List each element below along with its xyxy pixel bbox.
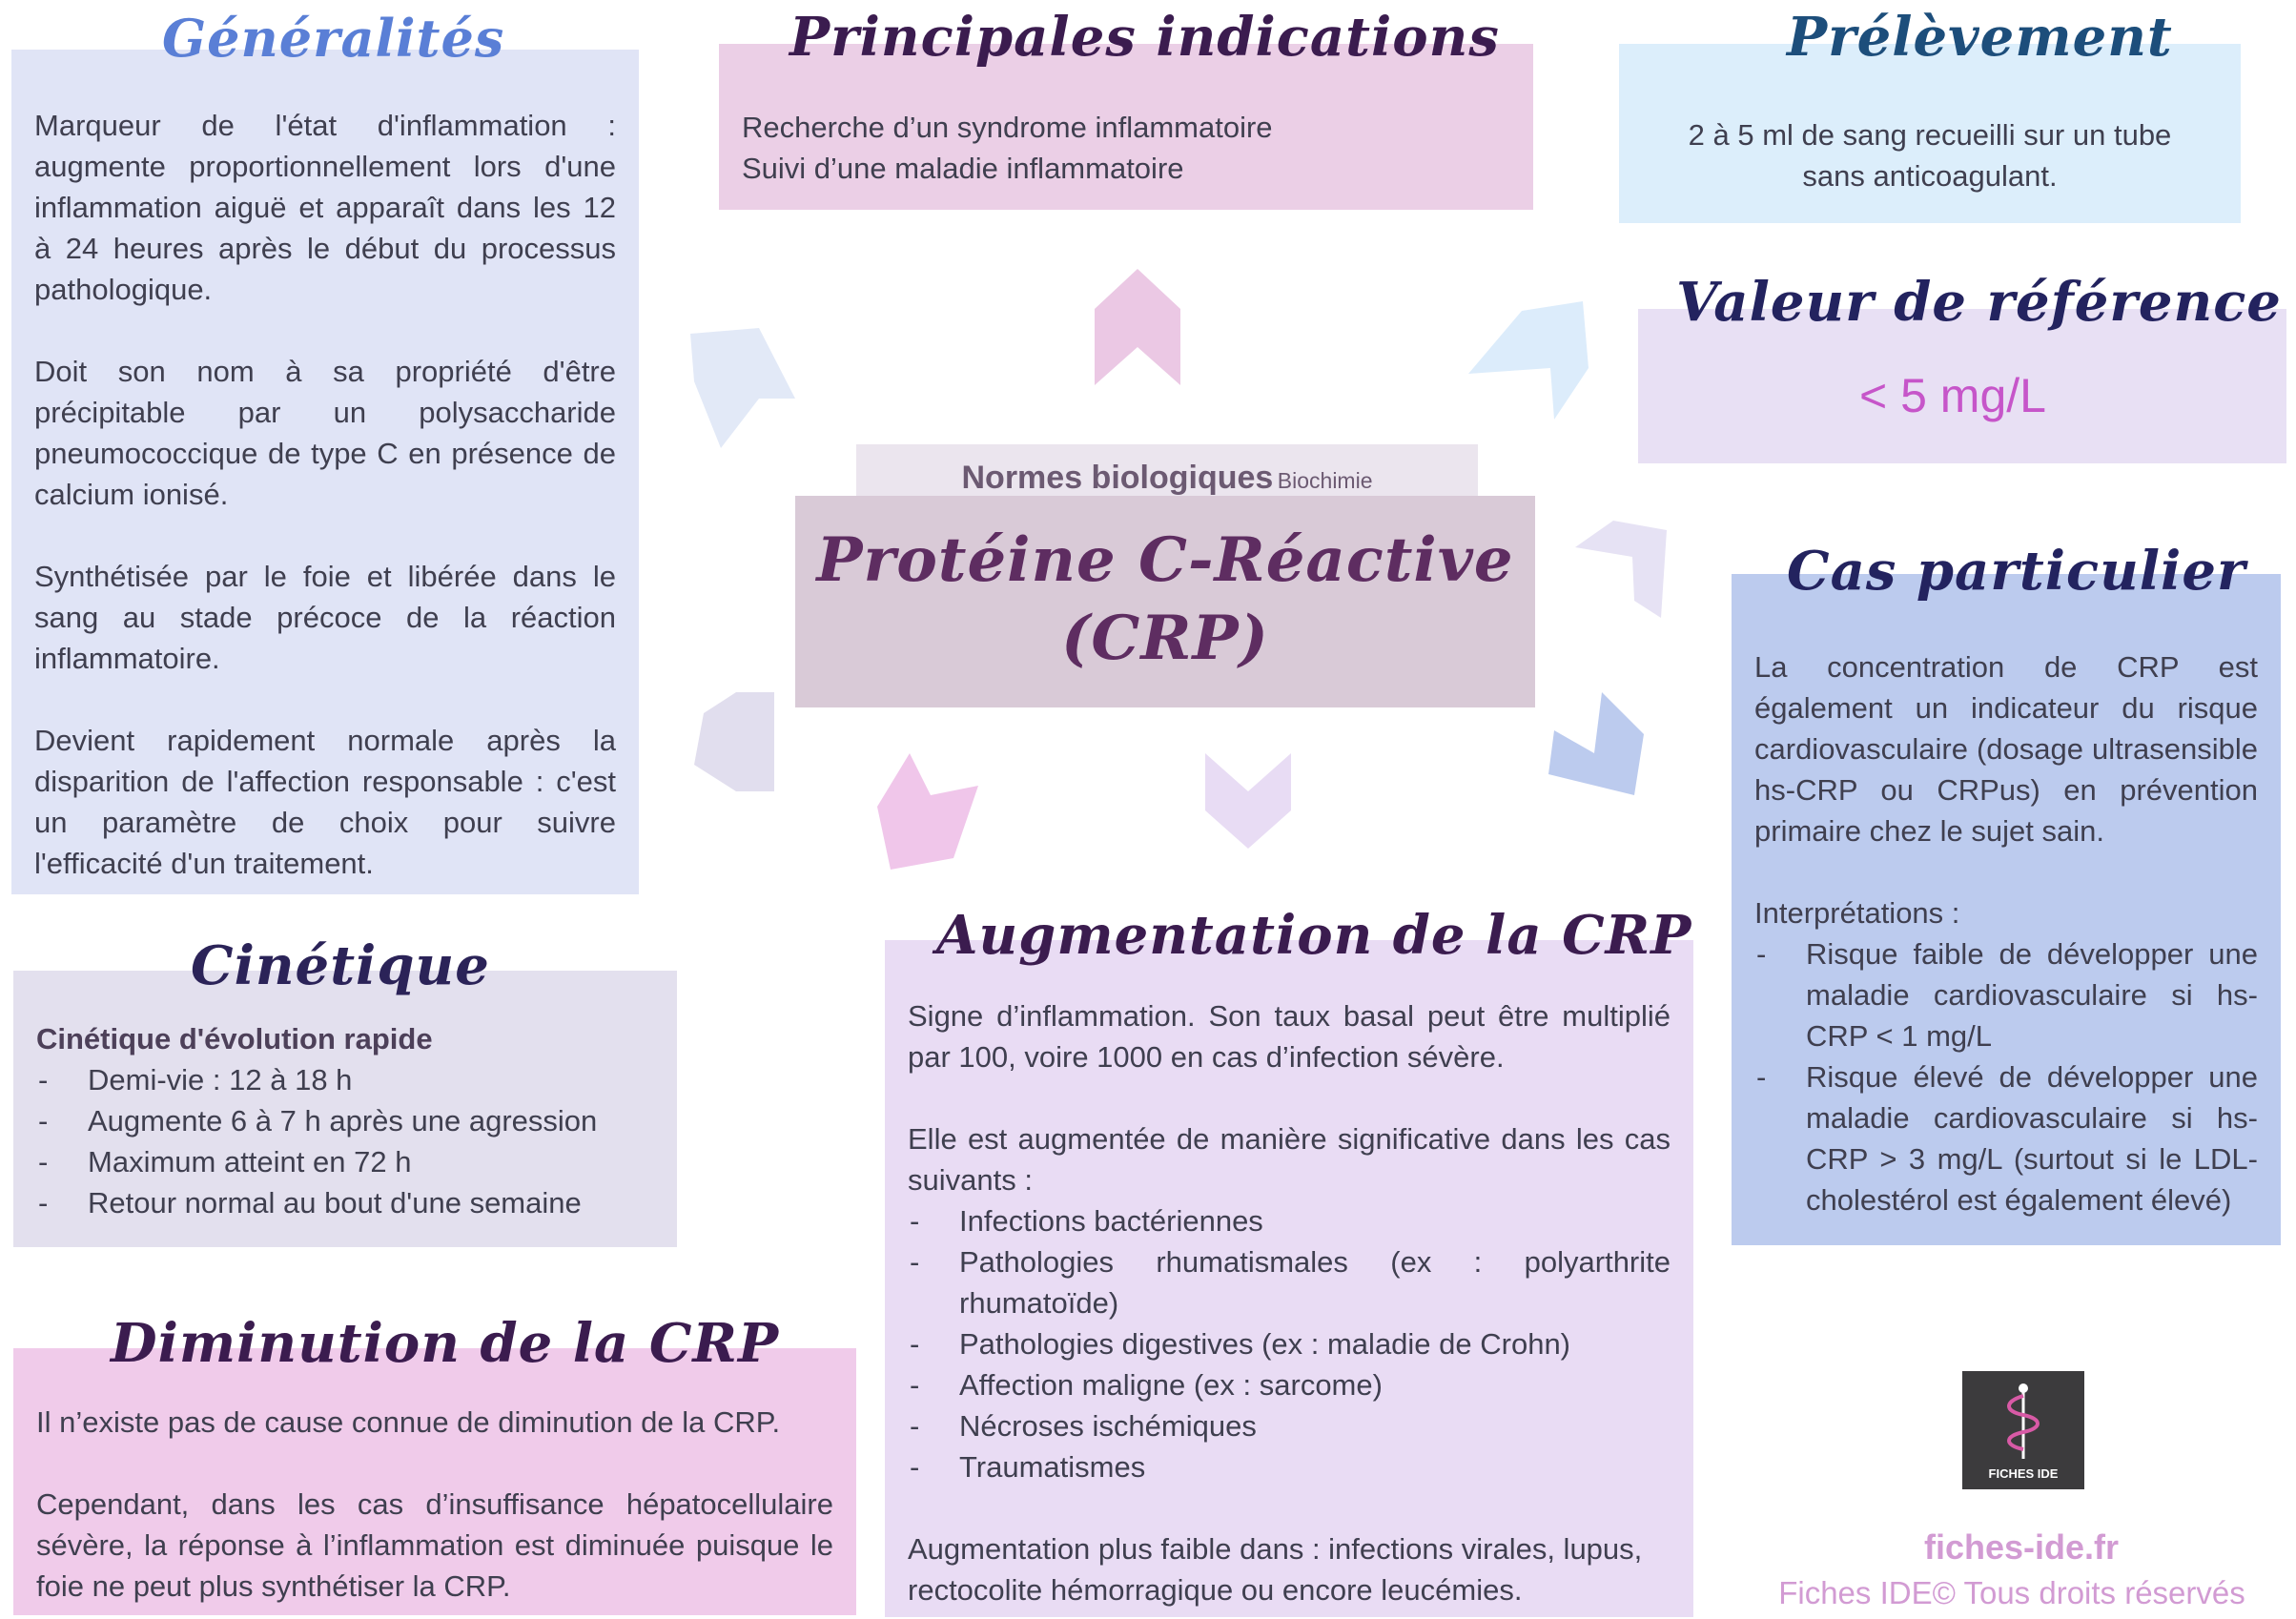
caduceus-icon	[1995, 1381, 2052, 1461]
footer-site-link[interactable]: fiches-ide.fr	[1923, 1527, 2120, 1567]
generalites-text	[34, 105, 616, 884]
center-header-main: Normes biologiques	[961, 460, 1274, 496]
list-item: - Demi-vie : 12 à 18 h	[36, 1059, 654, 1100]
generalites-title: Généralités	[162, 8, 505, 69]
augmentation-title: Augmentation de la CRP	[936, 904, 1692, 967]
cas-interpretations-list	[1754, 933, 2258, 1220]
indications-text	[742, 107, 1512, 189]
cinetique-title: Cinétique	[191, 934, 490, 997]
indications-panel	[719, 44, 1533, 210]
center-title-line-2: (CRP)	[1061, 603, 1269, 674]
footer-copyright: Fiches IDE© Tous droits réservés	[1778, 1575, 2245, 1610]
cas-text	[1754, 646, 2258, 1220]
cinetique-subtitle: Cinétique d'évolution rapide	[36, 1022, 433, 1055]
fiches-ide-logo	[1962, 1371, 2084, 1489]
list-item: - Retour normal au bout d'une semaine	[36, 1182, 654, 1223]
list-item: - Affection maligne (ex : sarcome)	[908, 1364, 1671, 1405]
generalites-paragraph-1: Marqueur de l'état d'inflammation : augmente proportionnellement lors d'une inflammation aiguë et apparaît dans les 12 à 24 heures après le début du processus pathologique.	[34, 109, 616, 306]
indications-line-2: Suivi d’une maladie inflammatoire	[742, 152, 1184, 185]
augmentation-text	[908, 995, 1671, 1610]
logo-label: FICHES IDE	[1988, 1466, 2059, 1481]
arrow-down-right-icon	[1548, 692, 1648, 801]
augmentation-panel	[885, 940, 1693, 1617]
center-title-line-1: Protéine C-Réactive	[816, 524, 1514, 596]
cas-panel	[1732, 574, 2281, 1245]
generalites-paragraph-4: Devient rapidement normale après la disparition de l'affection responsable : c'est un paramètre de choix pour suivre l'efficacité d'un traitement.	[34, 724, 616, 880]
valeur-title: Valeur de référence	[1676, 271, 2282, 334]
list-item: - Augmente 6 à 7 h après une agression	[36, 1100, 654, 1141]
cinetique-list	[36, 1059, 654, 1223]
generalites-panel	[11, 50, 639, 894]
cas-paragraph-1: La concentration de CRP est également un indicateur du risque cardiovasculaire (dosage ultrasensible hs-CRP ou CRPus) en prévention primaire chez le sujet sain.	[1754, 650, 2258, 848]
indications-title: Principales indications	[789, 6, 1500, 69]
cas-title: Cas particulier	[1787, 540, 2246, 603]
valeur-value: < 5 mg/L	[1859, 369, 2046, 422]
arrow-up-right-icon	[1468, 301, 1592, 423]
list-item: - Maximum atteint en 72 h	[36, 1141, 654, 1182]
augmentation-paragraph-1: Signe d’inflammation. Son taux basal peut être multiplié par 100, voire 1000 en cas d’infection sévère.	[908, 999, 1671, 1074]
center-title-panel	[795, 496, 1535, 707]
prelevement-title: Prélèvement	[1787, 6, 2173, 69]
arrow-left-icon	[694, 692, 774, 791]
indications-line-1: Recherche d’un syndrome inflammatoire	[742, 111, 1273, 144]
list-item: - Infections bactériennes	[908, 1200, 1671, 1241]
generalites-paragraph-3: Synthétisée par le foie et libérée dans le sang au stade précoce de la réaction inflammatoire.	[34, 560, 616, 675]
center-header-sub: Biochimie	[1277, 468, 1373, 493]
prelevement-text: 2 à 5 ml de sang recueilli sur un tube sans anticoagulant.	[1688, 118, 2172, 193]
list-item: - Risque faible de développer une maladie cardiovasculaire si hs-CRP < 1 mg/L	[1754, 933, 2258, 1056]
diminution-paragraph-1: Il n’existe pas de cause connue de diminution de la CRP.	[36, 1405, 781, 1439]
cas-interpretations-label: Interprétations :	[1754, 896, 1960, 930]
prelevement-panel	[1619, 44, 2241, 223]
list-item: - Traumatismes	[908, 1446, 1671, 1487]
arrow-up-left-icon	[683, 324, 797, 448]
arrow-down-icon	[1205, 753, 1291, 849]
cinetique-text	[36, 1018, 654, 1223]
arrow-up-icon	[1095, 269, 1180, 385]
diminution-panel	[13, 1348, 856, 1615]
cinetique-panel	[13, 971, 677, 1247]
generalites-paragraph-2: Doit son nom à sa propriété d'être précipitable par un polysaccharide pneumococcique de type C en présence de calcium ionisé.	[34, 355, 616, 511]
augmentation-paragraph-2: Elle est augmentée de manière significative dans les cas suivants :	[908, 1122, 1671, 1197]
augmentation-paragraph-3: Augmentation plus faible dans : infections virales, lupus, rectocolite hémorragique ou encore leucémies.	[908, 1532, 1643, 1607]
diminution-text	[36, 1402, 833, 1607]
list-item: - Pathologies digestives (ex : maladie de Crohn)	[908, 1323, 1671, 1364]
list-item: - Pathologies rhumatismales (ex : polyarthrite rhumatoïde)	[908, 1241, 1671, 1323]
diminution-paragraph-2: Cependant, dans les cas d’insuffisance hépatocellulaire sévère, la réponse à l’inflammation est diminuée puisque le foie ne peut plus synthétiser la CRP.	[36, 1487, 833, 1603]
diminution-title: Diminution de la CRP	[111, 1312, 780, 1375]
arrow-down-left-icon	[877, 753, 978, 870]
augmentation-list	[908, 1200, 1671, 1487]
list-item: - Nécroses ischémiques	[908, 1405, 1671, 1446]
arrow-right-icon	[1575, 521, 1667, 620]
list-item: - Risque élevé de développer une maladie cardiovasculaire si hs-CRP > 3 mg/L (surtout si le LDL-cholestérol est également élevé)	[1754, 1056, 2258, 1220]
